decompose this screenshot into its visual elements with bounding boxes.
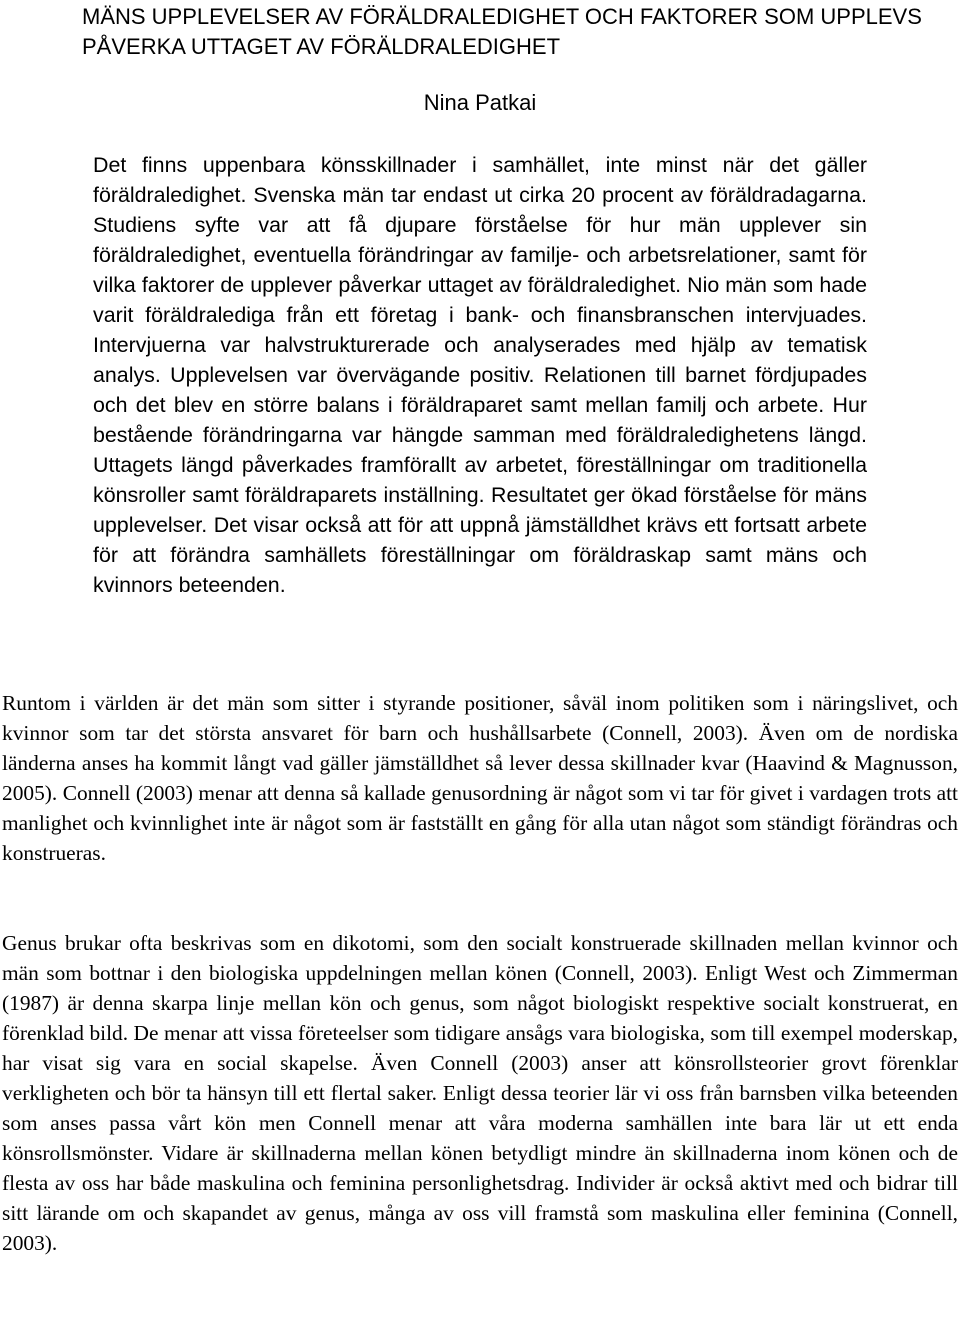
- abstract: Det finns uppenbara könsskillnader i samhället, inte minst när det gäller föräldraledighet. Svenska män tar endast ut cirka 20 procent av föräldradagarna. Studiens syfte var att få djupare förståelse för hur män upplever sin föräldraledighet, eventuella förändringar av familje- och arbetsrelationer, samt för vilka faktorer de upplever påverkar uttaget av föräldraledighet. Nio män som hade varit föräldralediga från ett företag i bank- och finansbranschen intervjuades. Intervjuerna var halvstrukturerade och analyserades med hjälp av tematisk analys. Upplevelsen var övervägande positiv. Relationen till barnet fördjupades och det blev en större balans i föräldraparet samt mellan familj och arbete. Hur bestående förändringarna var hängde samman med föräldraledighetens längd. Uttagets längd påverkades framförallt av arbetet, föreställningar om traditionella könsroller samt föräldraparets inställning. Resultatet ger ökad förståelse för mäns upplevelser. Det visar också att för att uppnå jämställdhet krävs ett fortsatt arbete för att förändra samhällets föreställningar om föräldraskap samt mäns och kvinnors beteenden.: [93, 153, 867, 597]
- paper-title: MÄNS UPPLEVELSER AV FÖRÄLDRALEDIGHET OCH FAKTORER SOM UPPLEVS PÅVERKA UTTAGET AV FÖRÄLDRALEDIGHET: [82, 4, 922, 59]
- author-name: Nina Patkai: [423, 90, 537, 115]
- body-paragraph-1: Runtom i världen är det män som sitter i styrande positioner, såväl inom politiken som i näringslivet, och kvinnor som tar det största ansvaret för barn och hushållsarbete (Connell, 2003). Även om de nordiska länderna anses ha kommit långt vad gäller jämställdhet så lever dessa skillnader kvar (Haavind & Magnusson, 2005). Connell (2003) menar att denna så kallade genusordning är något som vi tar för givet i vardagen trots att manlighet och kvinnlighet inte är något som är fastställt en gång för alla utan något som ständigt förändras och konstrueras.: [2, 691, 958, 865]
- body-paragraph-2: Genus brukar ofta beskrivas som en dikotomi, som den socialt konstruerade skillnaden mellan kvinnor och män som bottnar i den biologiska uppdelningen mellan könen (Connell, 2003). Enligt West och Zimmerman (1987) är denna skarpa linje mellan kön och genus, som något biologiskt respektive socialt konstruerat, en förenklad bild. De menar att vissa företeelser som tidigare ansågs vara biologiska, som till exempel moderskap, har visat sig vara en social skapelse. Även Connell (2003) anser att könsrollsteorier grovt förenklar verkligheten och bör ta hänsyn till ett flertal saker. Enligt dessa teorier lär vi oss från barnsben vilka beteenden som anses passa vårt kön men Connell menar att våra moderna samhällen inte bara lär ut ett enda könsrollsmönster. Vidare är skillnaderna mellan könen betydligt mindre än skillnaderna inom könen och de flesta av oss har både maskulina och feminina personlighetsdrag. Individer är också aktivt med och bidrar till sitt lärande om och skapandet av genus, många av oss vill framstå som maskulina eller feminina (Connell, 2003).: [2, 931, 958, 1255]
